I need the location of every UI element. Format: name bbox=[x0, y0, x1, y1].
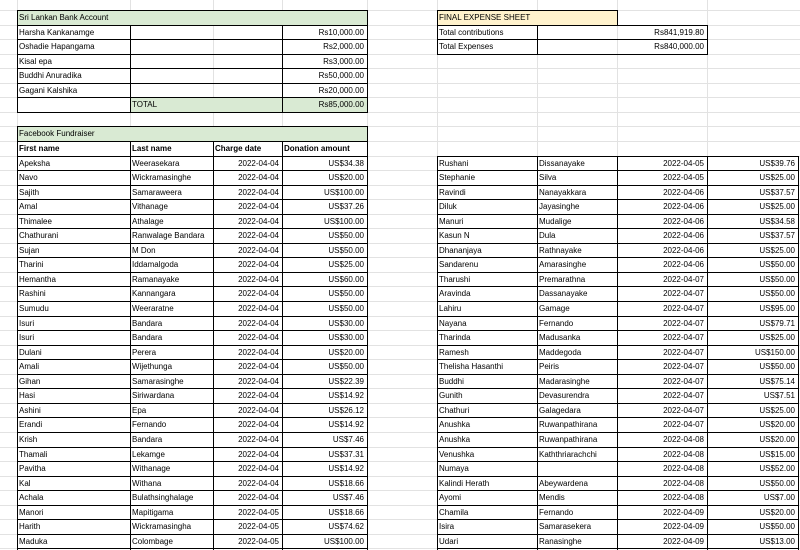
fb-cell[interactable]: Erandi bbox=[19, 420, 43, 429]
fb-cell[interactable]: Rashini bbox=[19, 289, 46, 298]
bank-amount-cell[interactable]: Rs85,000.00 bbox=[318, 100, 364, 109]
fb-cell[interactable]: 2022-04-04 bbox=[238, 348, 279, 357]
fb-cell[interactable]: US$15.00 bbox=[759, 450, 795, 459]
fb-cell[interactable]: Anushka bbox=[439, 420, 471, 429]
fb-cell[interactable]: 2022-04-06 bbox=[663, 246, 704, 255]
fb-cell[interactable]: Galagedara bbox=[539, 406, 581, 415]
bank-amount-cell[interactable]: Rs2,000.00 bbox=[323, 42, 364, 51]
fb-cell[interactable]: Sujan bbox=[19, 246, 40, 255]
fb-cell[interactable]: 2022-04-05 bbox=[238, 508, 279, 517]
fb-cell[interactable]: US$50.00 bbox=[759, 289, 795, 298]
fb-cell[interactable]: Ruwanpathirana bbox=[539, 435, 598, 444]
fb-cell[interactable]: US$50.00 bbox=[759, 260, 795, 269]
fb-cell[interactable]: 2022-04-06 bbox=[663, 231, 704, 240]
fb-cell[interactable]: US$30.00 bbox=[328, 319, 364, 328]
cell-border bbox=[213, 142, 214, 550]
bank-label-cell[interactable] bbox=[132, 26, 279, 40]
fb-cell[interactable]: Epa bbox=[132, 406, 147, 415]
fb-cell[interactable]: US$22.39 bbox=[328, 377, 364, 386]
fb-cell[interactable]: Ranwalage Bandara bbox=[132, 231, 205, 240]
fb-cell[interactable]: Withanage bbox=[132, 464, 171, 473]
fb-cell[interactable]: Manori bbox=[19, 508, 44, 517]
fb-cell[interactable]: Diluk bbox=[439, 202, 457, 211]
fb-cell[interactable]: Achala bbox=[19, 493, 44, 502]
fb-cell[interactable]: 2022-04-07 bbox=[663, 304, 704, 313]
fb-cell[interactable]: Pavitha bbox=[19, 464, 46, 473]
bank-amount-cell[interactable]: Rs50,000.00 bbox=[318, 71, 364, 80]
bank-amount-cell[interactable]: Rs20,000.00 bbox=[318, 86, 364, 95]
fb-cell[interactable]: 2022-04-08 bbox=[663, 479, 704, 488]
fb-cell[interactable]: Anushka bbox=[439, 435, 471, 444]
fb-cell[interactable]: Nanayakkara bbox=[539, 188, 587, 197]
fb-cell[interactable]: Madusanka bbox=[539, 333, 581, 342]
fb-cell[interactable]: 2022-04-07 bbox=[663, 406, 704, 415]
fb-cell[interactable]: Mapitigama bbox=[132, 508, 174, 517]
fb-cell[interactable]: Dhananjaya bbox=[439, 246, 482, 255]
fb-cell[interactable]: Hemantha bbox=[19, 275, 56, 284]
bank-label-cell[interactable]: TOTAL bbox=[132, 100, 158, 109]
fb-cell[interactable]: Sumudu bbox=[19, 304, 49, 313]
fb-cell[interactable]: 2022-04-04 bbox=[238, 260, 279, 269]
fb-cell[interactable]: 2022-04-04 bbox=[238, 435, 279, 444]
cell-border bbox=[282, 142, 283, 550]
fb-cell[interactable]: Tharushi bbox=[439, 275, 471, 284]
fb-cell[interactable]: Samarasekera bbox=[539, 522, 592, 531]
fb-cell[interactable]: Peiris bbox=[539, 362, 560, 371]
fb-cell[interactable]: 2022-04-04 bbox=[238, 450, 279, 459]
cell-border bbox=[18, 112, 368, 113]
fb-cell[interactable]: US$7.46 bbox=[332, 493, 364, 502]
fb-cell[interactable]: US$25.00 bbox=[759, 173, 795, 182]
fb-cell[interactable]: US$7.46 bbox=[332, 435, 364, 444]
cell-border bbox=[707, 26, 708, 55]
fb-cell[interactable]: US$20.00 bbox=[759, 420, 795, 429]
fb-cell[interactable]: Amarasinghe bbox=[539, 260, 587, 269]
fb-cell[interactable]: US$34.38 bbox=[328, 159, 364, 168]
fb-cell[interactable]: Stephanie bbox=[439, 173, 476, 182]
fb-cell[interactable]: Kalindi Herath bbox=[439, 479, 490, 488]
fb-cell[interactable]: Kal bbox=[19, 479, 31, 488]
fb-cell[interactable]: 2022-04-04 bbox=[238, 231, 279, 240]
cell-border bbox=[617, 157, 618, 550]
fb-cell[interactable]: US$20.00 bbox=[328, 173, 364, 182]
fb-cell[interactable]: Hasi bbox=[19, 391, 36, 400]
fb-cell[interactable]: US$50.00 bbox=[328, 289, 364, 298]
fb-cell[interactable]: 2022-04-09 bbox=[663, 508, 704, 517]
fb-cell[interactable]: Tharini bbox=[19, 260, 44, 269]
fb-cell[interactable]: Dassanayake bbox=[539, 289, 588, 298]
fb-cell[interactable]: 2022-04-09 bbox=[663, 537, 704, 546]
fb-cell[interactable]: 2022-04-06 bbox=[663, 202, 704, 211]
fb-cell[interactable]: 2022-04-04 bbox=[238, 464, 279, 473]
fb-cell[interactable]: US$52.00 bbox=[759, 464, 795, 473]
fb-cell[interactable]: Buddhi bbox=[439, 377, 464, 386]
fb-cell[interactable]: US$18.66 bbox=[328, 479, 364, 488]
bank-name-cell[interactable]: Oshadie Hapangama bbox=[19, 42, 95, 51]
fb-cell[interactable]: US$50.00 bbox=[759, 522, 795, 531]
fb-cell[interactable]: Bandara bbox=[132, 435, 163, 444]
fb-cell[interactable]: US$39.76 bbox=[759, 159, 795, 168]
fb-cell[interactable]: Kasun N bbox=[439, 231, 470, 240]
fb-cell[interactable]: 2022-04-04 bbox=[238, 289, 279, 298]
fb-cell[interactable]: US$18.66 bbox=[328, 508, 364, 517]
fb-cell[interactable]: 2022-04-05 bbox=[663, 173, 704, 182]
fb-cell[interactable]: 2022-04-05 bbox=[238, 537, 279, 546]
fb-cell[interactable]: Withana bbox=[132, 479, 162, 488]
fb-cell[interactable]: Navo bbox=[19, 173, 38, 182]
fb-cell[interactable]: US$74.62 bbox=[328, 522, 364, 531]
fb-cell[interactable]: 2022-04-05 bbox=[238, 522, 279, 531]
fb-cell[interactable]: Amali bbox=[19, 362, 40, 371]
fb-cell[interactable]: Abeywardena bbox=[539, 479, 588, 488]
fb-cell[interactable]: Nayana bbox=[439, 319, 467, 328]
fb-cell[interactable]: Jayasinghe bbox=[539, 202, 580, 211]
fb-cell[interactable]: Ashini bbox=[19, 406, 41, 415]
fb-cell[interactable]: 2022-04-04 bbox=[238, 391, 279, 400]
final-amount-cell[interactable]: Rs840,000.00 bbox=[654, 42, 704, 51]
fb-cell[interactable]: Thelisha Hasanthi bbox=[439, 362, 504, 371]
cell-border bbox=[707, 157, 708, 550]
fb-cell[interactable]: 2022-04-04 bbox=[238, 188, 279, 197]
bank-name-cell[interactable]: Kisal epa bbox=[19, 57, 52, 66]
fb-cell[interactable]: US$20.00 bbox=[759, 435, 795, 444]
fb-cell[interactable]: Dulani bbox=[19, 348, 42, 357]
bank-label-cell[interactable] bbox=[132, 55, 279, 69]
fb-cell[interactable]: Maduka bbox=[19, 537, 48, 546]
fb-cell[interactable]: US$37.57 bbox=[759, 188, 795, 197]
fb-cell[interactable]: Wickramasingha bbox=[132, 522, 192, 531]
fb-cell[interactable]: US$75.14 bbox=[759, 377, 795, 386]
fb-cell[interactable]: US$50.00 bbox=[759, 479, 795, 488]
fb-cell[interactable]: Ranasinghe bbox=[539, 537, 582, 546]
fb-cell[interactable]: Weerasekara bbox=[132, 159, 180, 168]
fb-cell[interactable]: Gunith bbox=[439, 391, 463, 400]
fb-cell[interactable]: 2022-04-04 bbox=[238, 319, 279, 328]
fb-cell[interactable]: Lekamge bbox=[132, 450, 165, 459]
fb-cell[interactable]: 2022-04-04 bbox=[238, 377, 279, 386]
bank-name-cell[interactable]: Gagani Kalshika bbox=[19, 86, 78, 95]
fb-cell[interactable]: US$100.00 bbox=[323, 217, 364, 226]
fb-cell[interactable]: US$37.26 bbox=[328, 202, 364, 211]
cell-border bbox=[130, 142, 131, 550]
fb-cell[interactable]: US$26.12 bbox=[328, 406, 364, 415]
fb-cell[interactable]: Samarasinghe bbox=[132, 377, 184, 386]
fb-cell[interactable]: Samaraweera bbox=[132, 188, 182, 197]
fb-cell[interactable]: 2022-04-04 bbox=[238, 406, 279, 415]
fb-cell[interactable]: US$79.71 bbox=[759, 319, 795, 328]
fb-cell[interactable]: Ramesh bbox=[439, 348, 469, 357]
fb-cell[interactable]: Ramanayake bbox=[132, 275, 180, 284]
cell-border bbox=[438, 54, 708, 55]
fb-cell[interactable]: Madarasinghe bbox=[539, 377, 590, 386]
fb-title[interactable]: Facebook Fundraiser bbox=[19, 129, 95, 138]
cell-border bbox=[537, 26, 538, 55]
fb-cell[interactable]: US$50.00 bbox=[328, 362, 364, 371]
fb-cell[interactable]: Ayomi bbox=[439, 493, 462, 502]
fb-cell[interactable]: 2022-04-04 bbox=[238, 333, 279, 342]
fb-cell[interactable]: US$150.00 bbox=[754, 348, 795, 357]
fb-cell[interactable]: US$100.00 bbox=[323, 537, 364, 546]
fb-cell[interactable]: Sajith bbox=[19, 188, 40, 197]
fb-cell[interactable]: 2022-04-07 bbox=[663, 275, 704, 284]
fb-cell[interactable]: Vithanage bbox=[132, 202, 168, 211]
fb-cell[interactable]: US$37.31 bbox=[328, 450, 364, 459]
fb-cell[interactable]: Isuri bbox=[19, 333, 35, 342]
fb-cell[interactable]: US$34.58 bbox=[759, 217, 795, 226]
final-label-cell[interactable]: Total Expenses bbox=[439, 42, 494, 51]
cell-border bbox=[367, 11, 368, 26]
fb-cell[interactable]: Wijethunga bbox=[132, 362, 173, 371]
fb-cell[interactable]: Bulathsinghalage bbox=[132, 493, 194, 502]
fb-cell[interactable]: Premarathna bbox=[539, 275, 586, 284]
fb-cell[interactable]: Fernando bbox=[132, 420, 167, 429]
fb-cell[interactable]: US$50.00 bbox=[759, 362, 795, 371]
fb-cell[interactable]: Dissanayake bbox=[539, 159, 585, 168]
fb-cell[interactable]: Bandara bbox=[132, 333, 163, 342]
fb-cell[interactable]: 2022-04-07 bbox=[663, 420, 704, 429]
fb-cell[interactable]: Numaya bbox=[439, 464, 469, 473]
fb-column-header[interactable]: Charge date bbox=[215, 144, 262, 153]
fb-cell[interactable]: US$30.00 bbox=[328, 333, 364, 342]
fb-cell[interactable]: Devasurendra bbox=[539, 391, 590, 400]
fb-cell[interactable]: Perera bbox=[132, 348, 157, 357]
fb-cell[interactable]: 2022-04-04 bbox=[238, 304, 279, 313]
fb-cell[interactable]: Manuri bbox=[439, 217, 464, 226]
fb-cell[interactable]: Siriwardana bbox=[132, 391, 175, 400]
fb-cell[interactable]: Rathnayake bbox=[539, 246, 582, 255]
fb-cell[interactable]: 2022-04-08 bbox=[663, 464, 704, 473]
fb-cell[interactable]: Fernando bbox=[539, 508, 574, 517]
fb-cell[interactable]: 2022-04-07 bbox=[663, 377, 704, 386]
fb-cell[interactable]: 2022-04-04 bbox=[238, 202, 279, 211]
bank-label-cell[interactable] bbox=[132, 40, 279, 54]
fb-cell[interactable]: US$50.00 bbox=[328, 304, 364, 313]
final-label-cell[interactable]: Total contributions bbox=[439, 28, 504, 37]
fb-cell[interactable]: 2022-04-06 bbox=[663, 260, 704, 269]
bank-label-cell[interactable] bbox=[132, 69, 279, 83]
fb-cell[interactable]: Wickramasinghe bbox=[132, 173, 192, 182]
fb-cell[interactable]: 2022-04-04 bbox=[238, 217, 279, 226]
fb-cell[interactable]: Chathuri bbox=[439, 406, 470, 415]
fb-cell[interactable]: Ruwanpathirana bbox=[539, 420, 598, 429]
fb-cell[interactable]: 2022-04-07 bbox=[663, 289, 704, 298]
bank-amount-cell[interactable]: Rs10,000.00 bbox=[318, 28, 364, 37]
fb-cell[interactable]: 2022-04-04 bbox=[238, 173, 279, 182]
fb-cell[interactable]: US$50.00 bbox=[328, 246, 364, 255]
fb-cell[interactable]: Kaththriarachchi bbox=[539, 450, 597, 459]
fb-cell[interactable]: US$25.00 bbox=[759, 202, 795, 211]
fb-cell[interactable]: Dula bbox=[539, 231, 556, 240]
fb-cell[interactable]: Gihan bbox=[19, 377, 41, 386]
fb-cell[interactable]: Krish bbox=[19, 435, 38, 444]
fb-cell[interactable]: Thamali bbox=[19, 450, 48, 459]
fb-cell[interactable] bbox=[539, 462, 614, 476]
fb-cell[interactable]: US$20.00 bbox=[759, 508, 795, 517]
fb-cell[interactable]: 2022-04-07 bbox=[663, 348, 704, 357]
fb-cell[interactable]: US$25.00 bbox=[759, 246, 795, 255]
fb-cell[interactable]: 2022-04-04 bbox=[238, 275, 279, 284]
fb-cell[interactable]: 2022-04-04 bbox=[238, 479, 279, 488]
fb-cell[interactable]: Mudalige bbox=[539, 217, 572, 226]
fb-cell[interactable]: US$7.51 bbox=[763, 391, 795, 400]
bank-name-cell[interactable]: Harsha Kankanamge bbox=[19, 28, 95, 37]
bank-name-cell[interactable]: Buddhi Anuradika bbox=[19, 71, 82, 80]
fb-cell[interactable]: 2022-04-06 bbox=[663, 217, 704, 226]
fb-cell[interactable]: Venushka bbox=[439, 450, 475, 459]
fb-cell[interactable]: Weeraratne bbox=[132, 304, 174, 313]
fb-cell[interactable]: Lahiru bbox=[439, 304, 462, 313]
fb-cell[interactable]: Harith bbox=[19, 522, 41, 531]
fb-cell[interactable]: 2022-04-07 bbox=[663, 319, 704, 328]
fb-cell[interactable]: US$50.00 bbox=[328, 231, 364, 240]
fb-cell[interactable]: Athalage bbox=[132, 217, 164, 226]
fb-cell[interactable]: Kannangara bbox=[132, 289, 176, 298]
fb-cell[interactable]: US$100.00 bbox=[323, 188, 364, 197]
cell-border bbox=[367, 127, 368, 142]
fb-column-header[interactable]: Last name bbox=[132, 144, 172, 153]
fb-cell[interactable]: 2022-04-04 bbox=[238, 159, 279, 168]
fb-cell[interactable]: 2022-04-07 bbox=[663, 391, 704, 400]
bank-account-title[interactable]: Sri Lankan Bank Account bbox=[19, 13, 109, 22]
fb-cell[interactable]: US$25.00 bbox=[759, 406, 795, 415]
fb-cell[interactable]: Bandara bbox=[132, 319, 163, 328]
fb-cell[interactable]: US$50.00 bbox=[759, 275, 795, 284]
fb-cell[interactable]: US$25.00 bbox=[328, 260, 364, 269]
fb-cell[interactable]: 2022-04-07 bbox=[663, 333, 704, 342]
fb-cell[interactable]: US$60.00 bbox=[328, 275, 364, 284]
fb-cell[interactable]: 2022-04-04 bbox=[238, 246, 279, 255]
bank-amount-cell[interactable]: Rs3,000.00 bbox=[323, 57, 364, 66]
fb-cell[interactable]: 2022-04-08 bbox=[663, 493, 704, 502]
bank-name-cell[interactable] bbox=[19, 98, 127, 112]
fb-cell[interactable]: US$13.00 bbox=[759, 537, 795, 546]
fb-cell[interactable]: 2022-04-04 bbox=[238, 420, 279, 429]
fb-cell[interactable]: Sandarenu bbox=[439, 260, 479, 269]
fb-cell[interactable]: Silva bbox=[539, 173, 557, 182]
fb-cell[interactable]: US$95.00 bbox=[759, 304, 795, 313]
fb-cell[interactable]: 2022-04-04 bbox=[238, 493, 279, 502]
fb-cell[interactable]: Chamila bbox=[439, 508, 469, 517]
fb-cell[interactable]: Udari bbox=[439, 537, 459, 546]
bank-label-cell[interactable] bbox=[132, 84, 279, 98]
fb-cell[interactable]: 2022-04-04 bbox=[238, 362, 279, 371]
fb-cell[interactable]: M Don bbox=[132, 246, 156, 255]
fb-cell[interactable]: US$14.92 bbox=[328, 464, 364, 473]
cell-border bbox=[367, 142, 368, 550]
fb-cell[interactable]: Maddegoda bbox=[539, 348, 582, 357]
fb-cell[interactable]: 2022-04-09 bbox=[663, 522, 704, 531]
fb-cell[interactable]: Gamage bbox=[539, 304, 570, 313]
fb-cell[interactable]: Isira bbox=[439, 522, 455, 531]
fb-cell[interactable]: 2022-04-05 bbox=[663, 159, 704, 168]
fb-column-header[interactable]: Donation amount bbox=[284, 144, 350, 153]
fb-cell[interactable]: Amal bbox=[19, 202, 38, 211]
final-expense-title[interactable]: FINAL EXPENSE SHEET bbox=[439, 13, 531, 22]
fb-cell[interactable]: 2022-04-08 bbox=[663, 450, 704, 459]
final-amount-cell[interactable]: Rs841,919.80 bbox=[654, 28, 704, 37]
fb-cell[interactable]: Ravindi bbox=[439, 188, 466, 197]
fb-cell[interactable]: Tharinda bbox=[439, 333, 471, 342]
fb-cell[interactable]: US$14.92 bbox=[328, 420, 364, 429]
fb-cell[interactable]: 2022-04-06 bbox=[663, 188, 704, 197]
fb-cell[interactable]: Fernando bbox=[539, 319, 574, 328]
cell-border bbox=[537, 157, 538, 550]
fb-cell[interactable]: 2022-04-07 bbox=[663, 362, 704, 371]
fb-cell[interactable]: Aravinda bbox=[439, 289, 471, 298]
fb-cell[interactable]: Chathurani bbox=[19, 231, 59, 240]
fb-cell[interactable]: US$20.00 bbox=[328, 348, 364, 357]
fb-cell[interactable]: US$37.57 bbox=[759, 231, 795, 240]
fb-cell[interactable]: Thimalee bbox=[19, 217, 52, 226]
fb-cell[interactable]: Isuri bbox=[19, 319, 35, 328]
fb-cell[interactable]: 2022-04-08 bbox=[663, 435, 704, 444]
fb-cell[interactable]: Mendis bbox=[539, 493, 565, 502]
fb-cell[interactable]: Apeksha bbox=[19, 159, 51, 168]
cell-border bbox=[617, 11, 618, 26]
fb-cell[interactable]: Rushani bbox=[439, 159, 469, 168]
fb-cell[interactable]: US$7.00 bbox=[763, 493, 795, 502]
fb-cell[interactable]: US$25.00 bbox=[759, 333, 795, 342]
fb-cell[interactable]: Iddamalgoda bbox=[132, 260, 179, 269]
fb-cell[interactable]: US$14.92 bbox=[328, 391, 364, 400]
fb-cell[interactable]: Colombage bbox=[132, 537, 173, 546]
fb-column-header[interactable]: First name bbox=[19, 144, 60, 153]
cell-border bbox=[798, 157, 799, 550]
